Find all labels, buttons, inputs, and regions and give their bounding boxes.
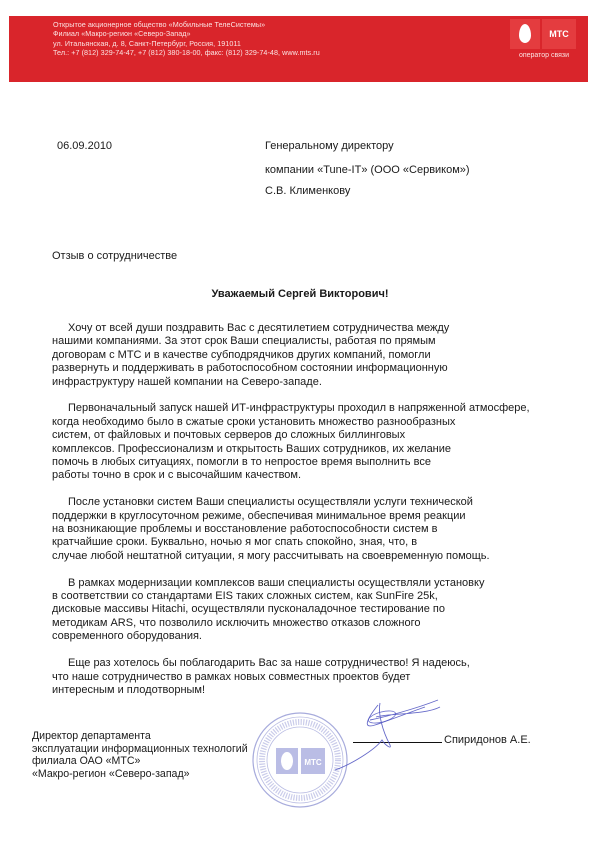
paragraph <box>52 402 552 482</box>
signer-title-line: Директор департамента <box>32 730 151 742</box>
signer-title-line: филиала ОАО «МТС» <box>32 755 141 767</box>
text-line: систем, от файловых и почтовых серверов до сложных биллинговых <box>52 429 406 442</box>
text-line: на возникающие проблемы и восстановление работоспособности систем в <box>52 523 438 536</box>
text-line: поддержки в круглосуточном режиме, обеспечивая минимальное время реакции <box>52 509 466 522</box>
addressee-line: С.В. Клименкову <box>265 185 351 197</box>
letter-date: 06.09.2010 <box>57 140 113 152</box>
company-address: ул. Итальянская, д. 8, Санкт-Петербург, Россия, 191011 <box>53 38 241 48</box>
text-line: работы точно в срок и с высочайшим качеством. <box>52 469 302 482</box>
logo-slogan: оператор связи <box>518 52 570 59</box>
logo-text: МТС <box>542 19 576 49</box>
text-line: инфраструктуру нашей компании на Северо-западе. <box>52 375 322 388</box>
addressee-line: компании «Tune-IT» (ООО «Сервиком») <box>265 164 470 176</box>
text-line: комплексов. Профессионализм и открытость Ваших сотрудников, их желание <box>52 442 452 455</box>
paragraph <box>52 496 552 563</box>
addressee-line: Генеральному директору <box>265 140 394 152</box>
letterhead-company-info <box>53 20 320 57</box>
egg-icon <box>519 24 531 43</box>
company-name: Открытое акционерное общество «Мобильные ТелеСистемы» <box>53 20 266 29</box>
text-line: методикам ARS, что позволило исключить множество отказов сложного <box>52 616 421 629</box>
signer-name: Спиридонов А.Е. <box>444 734 531 746</box>
text-line: помочь в любых ситуациях, помогли в то непростое время выполнить все <box>52 456 431 469</box>
text-line: нашими компаниями. За этот срок Ваши специалисты, работая по прямым <box>52 335 436 348</box>
text-line: Хочу от всей души поздравить Вас с десятилетием сотрудничества между <box>68 322 450 334</box>
signer-title-line: «Макро-регион «Северо-запад» <box>32 767 190 780</box>
text-line: договорам с МТС и в качестве субподрядчиков других компаний, помогли <box>52 348 431 361</box>
company-contacts: Тел.: +7 (812) 329-74-47, +7 (812) 380-18-00, факс: (812) 329-74-48, www.mts.ru <box>53 47 320 57</box>
paragraph <box>52 657 552 697</box>
text-line: в соответствии со стандартами EIS таких сложных систем, как SunFire 25k, <box>52 590 438 603</box>
text-line: дисковые массивы Hitachi, осуществляли пусконаладочное тестирование по <box>52 603 445 616</box>
text-line: кратчайшие сроки. Буквально, ночью я мог спать спокойно, зная, что, в <box>52 536 418 549</box>
text-line: случае любой нештатной ситуации, я могу рассчитывать на своевременную помощь. <box>52 549 490 562</box>
signer-title-line: эксплуатации информационных технологий <box>32 742 248 755</box>
letter-subject: Отзыв о сотрудничестве <box>52 250 178 262</box>
text-line: когда необходимо было в сжатые сроки установить множество разнообразных <box>52 415 456 428</box>
paragraph <box>52 577 552 644</box>
paragraph <box>52 322 552 389</box>
text-line: После установки систем Ваши специалисты осуществляли услуги технической <box>68 496 473 509</box>
text-line: Еще раз хотелось бы поблагодарить Вас за наше сотрудничество! Я надеюсь, <box>68 657 470 670</box>
svg-text:МТС: МТС <box>304 758 322 767</box>
text-line: что наше сотрудничество в рамках новых совместных проектов будет <box>52 670 411 683</box>
logo-egg-tile <box>510 19 540 49</box>
text-line: современного оборудования. <box>52 630 202 643</box>
text-line: В рамках модернизации комплексов ваши специалисты осуществляли установку <box>68 576 485 589</box>
salutation: Уважаемый Сергей Викторович! <box>211 288 389 300</box>
text-line: Первоначальный запуск нашей ИТ-инфраструктуры проходил в напряженной атмосфере, <box>68 402 530 415</box>
mts-logo <box>510 19 576 63</box>
branch-name: Филиал «Макро-регион «Северо-Запад» <box>53 29 191 39</box>
signer-title-block <box>32 730 248 780</box>
handwritten-signature-icon <box>330 695 450 775</box>
text-line: развернуть и поддерживать в работоспособном состоянии информационную <box>52 362 448 375</box>
letter-body <box>52 322 552 711</box>
text-line: интересным и плодотворным! <box>52 683 206 696</box>
